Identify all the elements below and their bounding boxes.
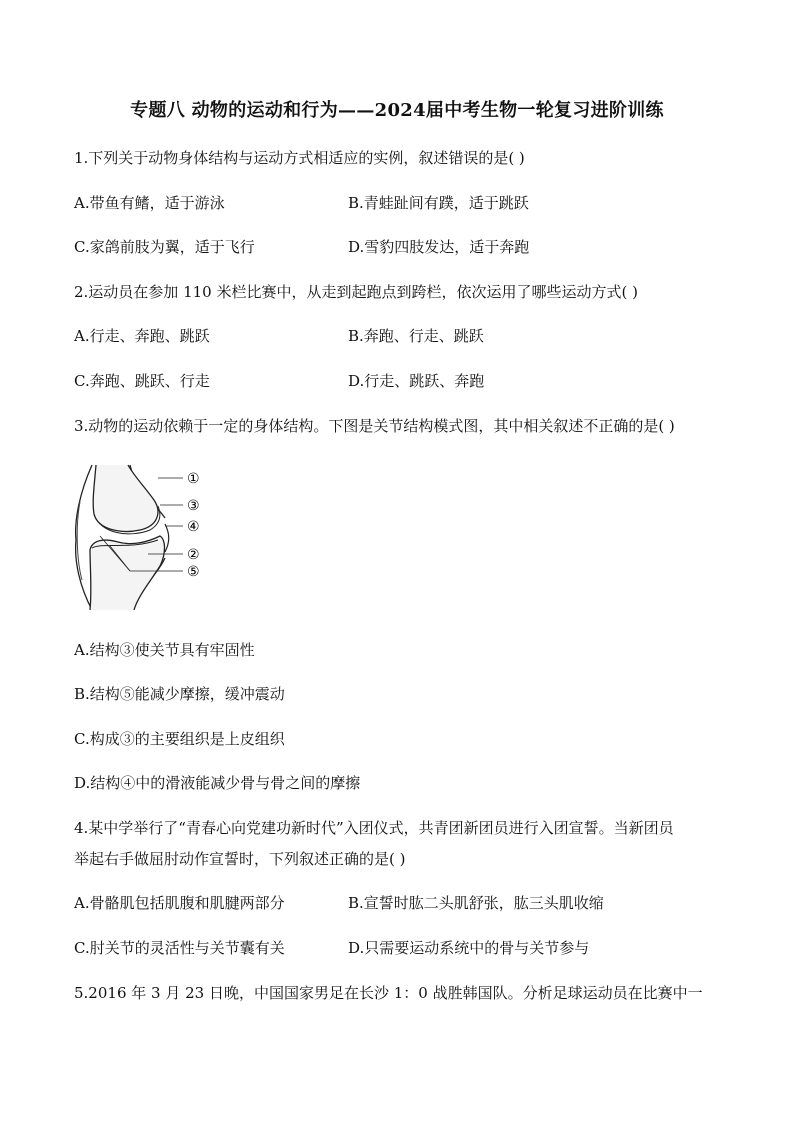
q4-option-c[interactable]: C.肘关节的灵活性与关节囊有关 bbox=[74, 939, 285, 957]
q1-option-d[interactable]: D.雪豹四肢发达，适于奔跑 bbox=[348, 238, 530, 256]
question-5-stem: 5.2016 年 3 月 23 日晚，中国国家男足在长沙 1：0 战胜韩国队。分析足球运动员在比赛中一 bbox=[74, 984, 703, 1002]
lower-bone-shape bbox=[90, 536, 165, 610]
joint-structure-diagram bbox=[70, 462, 220, 612]
q1-option-b[interactable]: B.青蛙趾间有蹼，适于跳跃 bbox=[348, 194, 529, 212]
figure-label-3: ③ bbox=[187, 498, 200, 514]
question-1-stem: 1.下列关于动物身体结构与运动方式相适应的实例，叙述错误的是( ) bbox=[74, 149, 525, 167]
figure-label-2: ② bbox=[187, 547, 200, 563]
page-title: 专题八 动物的运动和行为——2024届中考生物一轮复习进阶训练 bbox=[130, 100, 664, 121]
q3-option-a[interactable]: A.结构③使关节具有牢固性 bbox=[74, 641, 255, 659]
figure-label-5: ⑤ bbox=[187, 564, 200, 580]
q3-option-c[interactable]: C.构成③的主要组织是上皮组织 bbox=[74, 730, 285, 748]
figure-label-4: ④ bbox=[187, 519, 200, 535]
q3-option-b[interactable]: B.结构⑤能减少摩擦，缓冲震动 bbox=[74, 685, 285, 703]
question-4-stem-line2: 举起右手做屈肘动作宣誓时，下列叙述正确的是( ) bbox=[74, 850, 406, 868]
q2-option-a[interactable]: A.行走、奔跑、跳跃 bbox=[74, 327, 210, 345]
q2-option-d[interactable]: D.行走、跳跃、奔跑 bbox=[348, 372, 485, 390]
q4-option-d[interactable]: D.只需要运动系统中的骨与关节参与 bbox=[348, 939, 590, 957]
figure-label-1: ① bbox=[187, 471, 200, 487]
q4-option-a[interactable]: A.骨骼肌包括肌腹和肌腱两部分 bbox=[74, 894, 285, 912]
q4-option-b[interactable]: B.宣誓时肱二头肌舒张，肱三头肌收缩 bbox=[348, 894, 604, 912]
q2-option-c[interactable]: C.奔跑、跳跃、行走 bbox=[74, 372, 210, 390]
q1-option-a[interactable]: A.带鱼有鳍，适于游泳 bbox=[74, 194, 225, 212]
q1-option-c[interactable]: C.家鸽前肢为翼，适于飞行 bbox=[74, 238, 255, 256]
question-3-stem: 3.动物的运动依赖于一定的身体结构。下图是关节结构模式图，其中相关叙述不正确的是( ) bbox=[74, 417, 675, 435]
q2-option-b[interactable]: B.奔跑、行走、跳跃 bbox=[348, 327, 484, 345]
question-2-stem: 2.运动员在参加 110 米栏比赛中，从走到起跑点到跨栏，依次运用了哪些运动方式( ) bbox=[74, 283, 638, 301]
upper-bone-shape bbox=[93, 465, 158, 531]
q3-option-d[interactable]: D.结构④中的滑液能减少骨与骨之间的摩擦 bbox=[74, 774, 361, 792]
question-4-stem-line1: 4.某中学举行了“青春心向党建功新时代”入团仪式，共青团新团员进行入团宣誓。当新团员 bbox=[74, 819, 674, 837]
